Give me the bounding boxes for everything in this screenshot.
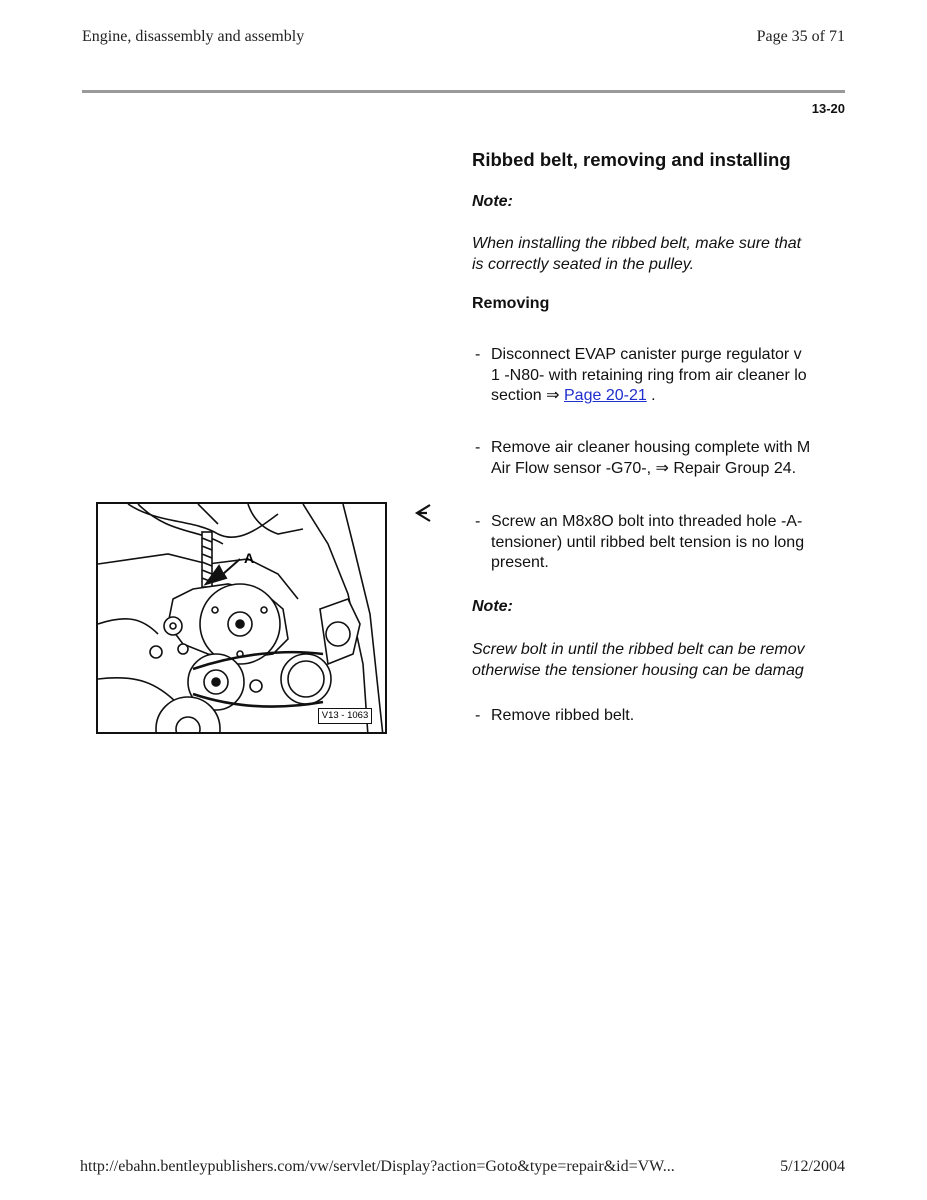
figure-label: V13 - 1063 <box>318 708 372 724</box>
note-text: Screw bolt in until the ribbed belt can be remov otherwise the tensioner housing can be damag <box>472 641 805 679</box>
page-header-number: Page 35 of 71 <box>756 28 845 45</box>
section-number: 13-20 <box>811 101 845 116</box>
step-item: - Screw an M8x8O bolt into threaded hole -A- tensioner) until ribbed belt tension is no long present. <box>475 513 805 571</box>
engine-tensioner-illustration-icon <box>98 504 387 734</box>
note-label: Note: <box>472 598 513 615</box>
footer-url: http://ebahn.bentleypublishers.com/vw/servlet/Display?action=Goto&type=repair&id=VW... <box>80 1158 675 1175</box>
pointer-arrow-icon <box>414 503 432 523</box>
engine-figure <box>96 502 387 734</box>
page-link[interactable]: Page 20-21 <box>564 387 647 404</box>
note-text: When installing the ribbed belt, make sure that is correctly seated in the pulley. <box>472 235 802 273</box>
step-item: - Remove ribbed belt. <box>475 707 635 724</box>
note-label: Note: <box>472 193 513 210</box>
section-heading: Ribbed belt, removing and installing <box>472 149 791 170</box>
callout-label: A <box>244 550 255 566</box>
step-item: - Remove air cleaner housing complete with M Air Flow sensor -G70-, ⇒ Repair Group 24. <box>475 439 811 477</box>
page-header-title: Engine, disassembly and assembly <box>82 28 305 45</box>
footer-date: 5/12/2004 <box>780 1158 845 1175</box>
step-item: - Disconnect EVAP canister purge regulator v 1 -N80- with retaining ring from air cleaner lo section ⇒ Page 20-21 . <box>475 346 807 404</box>
header-rule <box>82 90 845 93</box>
removing-heading: Removing <box>472 295 550 312</box>
